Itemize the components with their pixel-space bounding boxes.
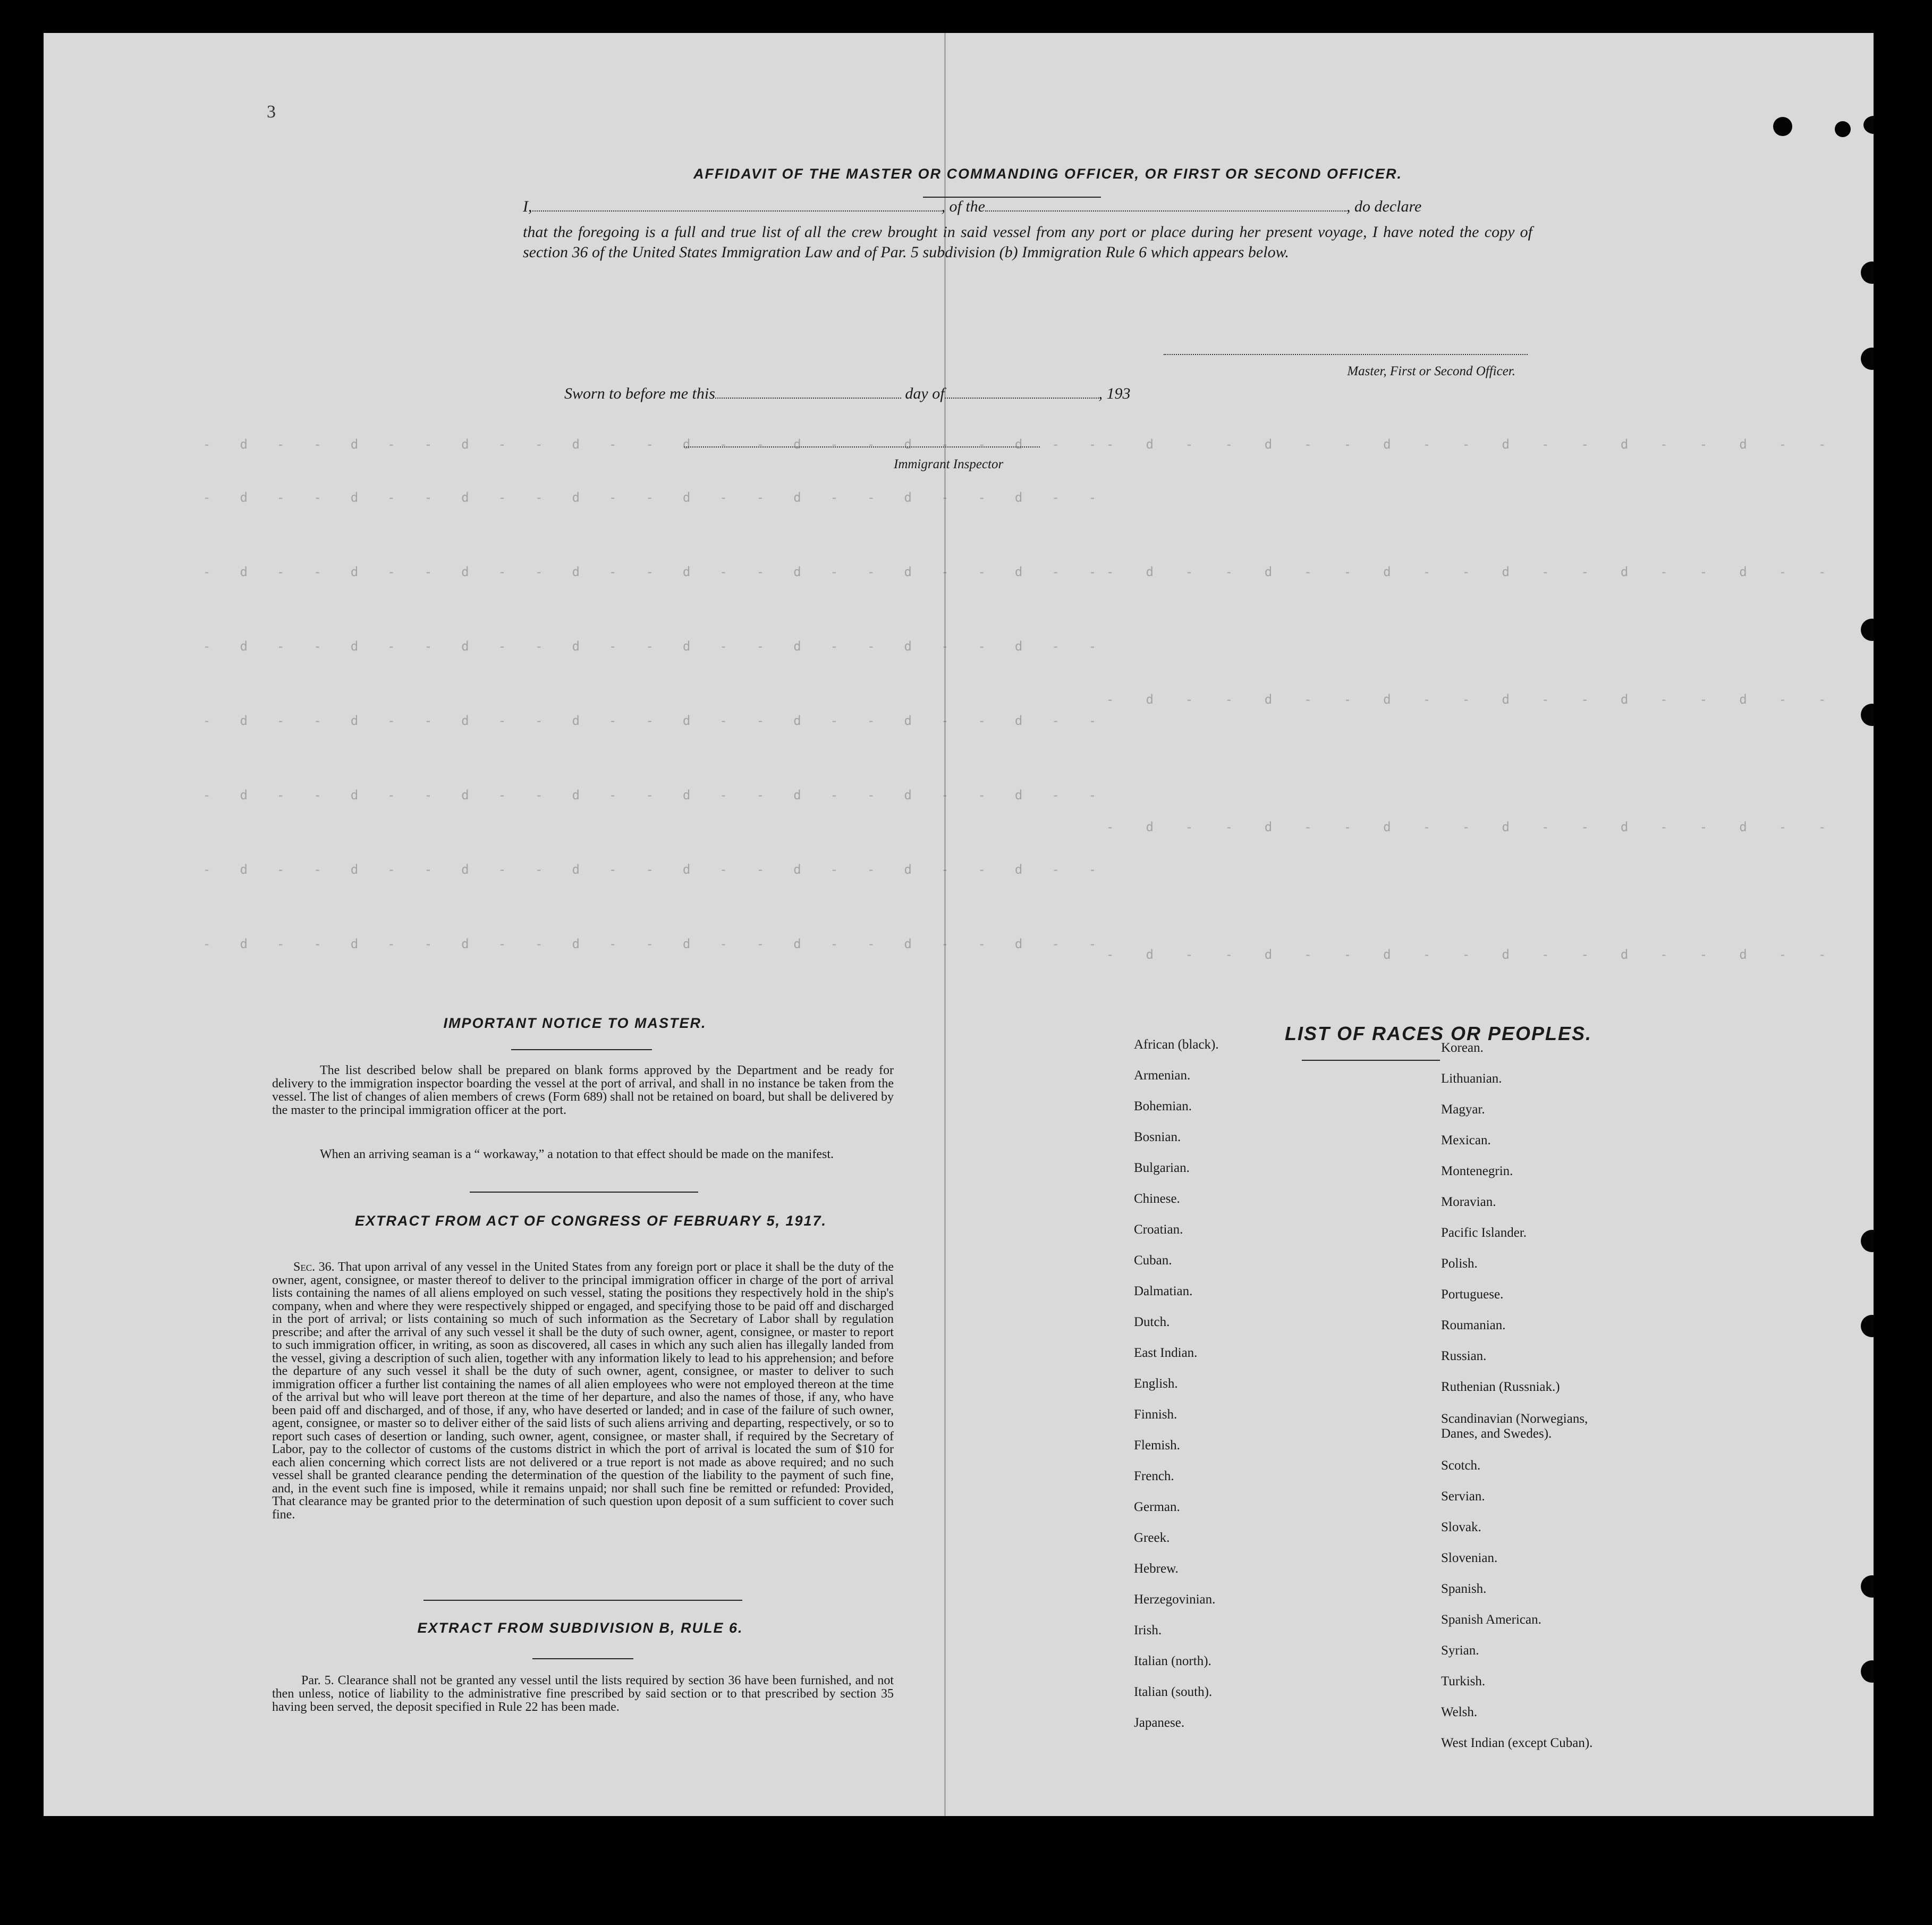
vessel-blank[interactable] xyxy=(985,200,1346,212)
race-item: Welsh. xyxy=(1441,1705,1478,1719)
binder-hole xyxy=(1835,121,1851,137)
race-item: Spanish. xyxy=(1441,1582,1487,1596)
race-item: African (black). xyxy=(1134,1037,1219,1052)
race-item: East Indian. xyxy=(1134,1346,1198,1360)
bleed-through-row: -d--d--d--d--d--d--d--d-- xyxy=(203,437,1126,452)
race-item: Irish. xyxy=(1134,1623,1162,1637)
bleed-through-row: -d--d--d--d--d--d-- xyxy=(1106,692,1858,707)
race-item: English. xyxy=(1134,1377,1178,1391)
binder-hole xyxy=(1861,261,1874,284)
binder-hole xyxy=(1861,1230,1874,1252)
sworn-month-blank[interactable] xyxy=(945,387,1099,399)
notice-paragraph: The list described below shall be prepared on blank forms approved by the Department and be ready for delivery to the immigration inspector boarding the vessel at the port of arrival, and shall in no instance be taken from the vessel. The list of changes of alien members of crews (Form 689) shall not be retained on board, but shall be delivered by the master to the principal immigration officer at the port. xyxy=(272,1063,894,1117)
section-label: Sec. 36. xyxy=(293,1260,335,1274)
rule-divider xyxy=(532,1658,633,1659)
bleed-through-row: -d--d--d--d--d--d--d--d-- xyxy=(203,862,1126,877)
race-item: Roumanian. xyxy=(1441,1318,1506,1332)
sworn-statement xyxy=(564,385,1202,403)
race-item: Flemish. xyxy=(1134,1438,1180,1453)
affidavit-i-label: I, xyxy=(523,198,532,215)
bleed-through-row: -d--d--d--d--d--d--d--d-- xyxy=(203,936,1126,951)
affidavit-body: that the foregoing is a full and true list of all the crew brought in said vessel from any port or place during her present voyage, I have noted the copy of section 36 of the United States Immigration Law and of Par. 5 subdivision (b) Immigration Rule 6 which appears below. xyxy=(523,223,1532,261)
binder-hole xyxy=(1861,704,1874,726)
affidavit-declare-label: , do declare xyxy=(1346,198,1422,215)
race-item: Mexican. xyxy=(1441,1133,1491,1147)
race-item: Spanish American. xyxy=(1441,1612,1541,1627)
bleed-through-row: -d--d--d--d--d--d-- xyxy=(1106,564,1858,579)
fold-gutter xyxy=(944,33,946,1816)
race-item: Ruthenian (Russniak.) xyxy=(1441,1380,1560,1394)
race-item: Japanese. xyxy=(1134,1716,1185,1730)
paragraph-body: Clearance shall not be granted any vessel until the lists required by section 36 have been furnished, and not then unless, notice of liability to the administrative fine prescribed by said section or to that prescribed by section 35 having been served, the deposit specified in Rule 22 has been made. xyxy=(272,1674,894,1714)
race-item: Turkish. xyxy=(1441,1674,1486,1688)
sworn-day-label: day of xyxy=(905,385,945,402)
affidavit-declaration-line xyxy=(523,198,1532,216)
document-page xyxy=(44,33,1874,1816)
rule-title: EXTRACT FROM SUBDIVISION B, RULE 6. xyxy=(417,1620,743,1636)
race-item: Dalmatian. xyxy=(1134,1284,1193,1298)
race-item: Moravian. xyxy=(1441,1195,1496,1209)
race-item: West Indian (except Cuban). xyxy=(1441,1736,1593,1750)
races-rule xyxy=(1302,1060,1440,1061)
race-item: Slovak. xyxy=(1441,1520,1481,1534)
race-item: Portuguese. xyxy=(1441,1287,1504,1302)
race-item: Lithuanian. xyxy=(1441,1071,1502,1086)
sworn-label: Sworn to before me this xyxy=(564,385,715,402)
race-item: Russian. xyxy=(1441,1349,1487,1363)
bleed-through-row: -d--d--d--d--d--d--d--d-- xyxy=(203,564,1126,579)
signature-label: Master, First or Second Officer. xyxy=(1347,364,1515,378)
race-item: Italian (north). xyxy=(1134,1654,1211,1668)
race-item: Bohemian. xyxy=(1134,1099,1192,1113)
binder-hole xyxy=(1861,1575,1874,1598)
binder-hole xyxy=(1861,1315,1874,1337)
race-item: German. xyxy=(1134,1500,1180,1514)
notice-rule xyxy=(511,1049,652,1050)
inspector-signature-line[interactable] xyxy=(684,446,1040,448)
bleed-through-row: -d--d--d--d--d--d-- xyxy=(1106,820,1858,834)
notice-paragraph: When an arriving seaman is a “ workaway,” a notation to that effect should be made on the manifest. xyxy=(320,1147,834,1161)
binder-hole xyxy=(1861,348,1874,370)
bleed-through-row: -d--d--d--d--d--d--d--d-- xyxy=(203,788,1126,803)
race-item: Korean. xyxy=(1441,1041,1484,1055)
bleed-through-row: -d--d--d--d--d--d-- xyxy=(1106,437,1858,452)
paragraph-label: Par. 5. xyxy=(301,1674,334,1687)
binder-hole xyxy=(1861,1660,1874,1683)
inspector-label: Immigrant Inspector xyxy=(894,457,1004,471)
race-item: Scotch. xyxy=(1441,1458,1481,1473)
section-body: That upon arrival of any vessel in the United States from any foreign port or place it shall be the duty of the owner, agent, consignee, or master thereof to deliver to the principal immigration officer in charge of the port of arrival lists containing the names of all aliens employed on such vessel, stating the positions they respectively hold in the ship's company, when and where they were respectively shipped or engaged, and specifying those to be paid off and discharged in the port of arrival; or lists containing so much of such information as the Secretary of Labor shall by regulation prescribe; and after the arrival of any such vessel it shall be the duty of such owner, agent, consignee, or master to report to such immigration officer, in writing, as soon as discovered, all cases in which any such alien has illegally landed from the vessel, giving a description of such alien, together with any information likely to lead to his apprehension; and before the departure of any such vessel it shall be the duty of such owner, agent, consignee, or master to deliver to such immigration officer a further list containing the names of all alien employees who were not employed thereon at the time of the arrival but who will leave port thereon at the time of her departure, and also the names of those, if any, who have been paid off and discharged, and of those, if any, who have deserted or landed; and in case of the failure of such owner, agent, consignee, or master so to deliver either of the said lists of such aliens arriving and departing, respectively, or so to report such cases of desertion or landing, such owner, agent, consignee, or master shall, if required by the Secretary of Labor, pay to the collector of customs of the customs district in which the port of arrival is located the sum of $10 for each alien concerning which correct lists are not delivered or a true report is not made as above required; and no such vessel shall be granted clearance pending the determination of the question of the liability to the payment of such fine, and, in the event such fine is imposed, while it remains unpaid; nor shall such fine be remitted or refunded: Provided, That clearance may be granted prior to the determination of such question upon deposit of a sum sufficient to cover such fine. xyxy=(272,1260,894,1522)
notice-rule xyxy=(470,1192,698,1193)
affidavit-title: AFFIDAVIT OF THE MASTER OR COMMANDING OFFICER, OR FIRST OR SECOND OFFICER. xyxy=(693,166,1402,182)
name-blank[interactable] xyxy=(532,200,942,212)
race-item: Syrian. xyxy=(1441,1643,1479,1658)
sworn-day-blank[interactable] xyxy=(715,387,901,399)
act-title: EXTRACT FROM ACT OF CONGRESS OF FEBRUARY 5, 1917. xyxy=(354,1213,827,1229)
binder-hole xyxy=(1863,116,1874,134)
corner-mark: 3 xyxy=(267,102,276,122)
races-title: LIST OF RACES OR PEOPLES. xyxy=(1284,1023,1592,1044)
binder-hole xyxy=(1773,117,1792,136)
paragraph-5-text xyxy=(272,1674,894,1714)
bleed-through-row: -d--d--d--d--d--d--d--d-- xyxy=(203,490,1126,505)
bleed-through-row: -d--d--d--d--d--d--d--d-- xyxy=(203,639,1126,654)
signature-line[interactable] xyxy=(1164,354,1528,355)
race-item: Dutch. xyxy=(1134,1315,1170,1329)
race-item: French. xyxy=(1134,1469,1174,1483)
race-item: Hebrew. xyxy=(1134,1561,1179,1576)
race-item: Bulgarian. xyxy=(1134,1161,1190,1175)
race-item: Croatian. xyxy=(1134,1222,1183,1237)
race-item: Magyar. xyxy=(1441,1102,1485,1117)
race-item: Polish. xyxy=(1441,1256,1478,1271)
race-item: Pacific Islander. xyxy=(1441,1226,1527,1240)
race-item: Bosnian. xyxy=(1134,1130,1181,1144)
notice-title: IMPORTANT NOTICE TO MASTER. xyxy=(443,1015,707,1031)
bleed-through-row: -d--d--d--d--d--d-- xyxy=(1106,947,1858,962)
affidavit-of-the-label: , of the xyxy=(941,198,985,215)
race-item: Armenian. xyxy=(1134,1068,1191,1083)
sworn-year-label: , 193 xyxy=(1098,385,1131,402)
rule-divider xyxy=(423,1600,742,1601)
section-36-text xyxy=(272,1261,894,1521)
race-item: Cuban. xyxy=(1134,1253,1172,1268)
bleed-through-row: -d--d--d--d--d--d--d--d-- xyxy=(203,713,1126,728)
race-item: Herzegovinian. xyxy=(1134,1592,1216,1607)
race-item: Chinese. xyxy=(1134,1192,1180,1206)
race-item: Italian (south). xyxy=(1134,1685,1213,1699)
race-item: Scandinavian (Norwegians, Danes, and Swedes). xyxy=(1441,1412,1588,1441)
race-item: Servian. xyxy=(1441,1489,1485,1504)
race-item: Finnish. xyxy=(1134,1407,1177,1422)
race-item: Montenegrin. xyxy=(1441,1164,1513,1178)
race-item: Slovenian. xyxy=(1441,1551,1498,1565)
binder-hole xyxy=(1861,619,1874,641)
race-item: Greek. xyxy=(1134,1531,1170,1545)
